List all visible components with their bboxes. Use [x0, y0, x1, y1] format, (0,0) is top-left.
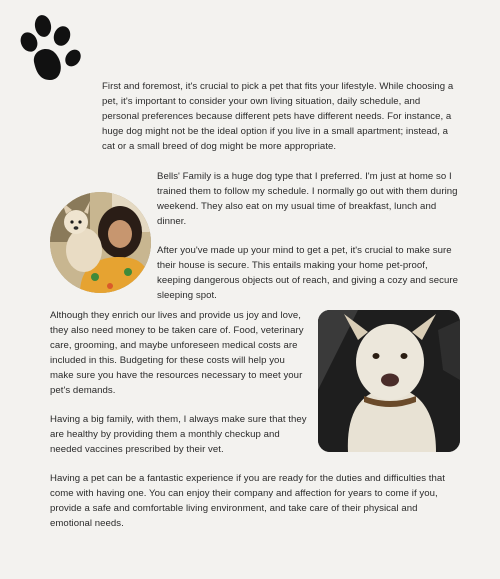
- owner-with-puppy-photo: [50, 192, 151, 293]
- health-paragraph: Having a big family, with them, I always make sure that they are healthy by providing them a monthly checkup and needed vaccines prescribed by their vet.: [50, 414, 307, 455]
- conclusion-paragraph: Having a pet can be a fantastic experience if you are ready for the duties and difficulties that come with having one. You can enjoy their company and affection for years to come if you, provide a safe and comfortable living environment, and take care of their physical and emotional needs.: [50, 473, 446, 529]
- intro-paragraph: First and foremost, it's crucial to pick a pet that fits your lifestyle. While choosing a pet, it's important to consider your own living situation, daily schedule, and personal preferences because different pets have different needs. For instance, a huge dog might not be the ideal option if you live in a small apartment; instead, a cat or a small breed of dog might be more appropriate.: [102, 81, 454, 152]
- home-safety-paragraph: After you've made up your mind to get a pet, it's crucial to make sure their house is secure. This entails making your home pet-proof, keeping dangerous objects out of reach, and giving a cozy and secure sleeping spot.: [157, 245, 459, 301]
- paw-icon: [18, 14, 82, 84]
- costs-paragraph: Although they enrich our lives and provide us joy and love, they also need money to be taken care of. Food, veterinary care, grooming, and maybe unforeseen medical costs are included in this. Budgeting for these costs will help you make sure you have the resources necessary to meet your pet's demands.: [50, 310, 304, 396]
- white-dog-photo: [318, 310, 460, 452]
- bells-family-paragraph: Bells' Family is a huge dog type that I preferred. I'm just at home so I trained them to follow my schedule. I normally go out with them during weekend. They also eat on my usual time of breakfast, lunch and dinner.: [157, 171, 458, 227]
